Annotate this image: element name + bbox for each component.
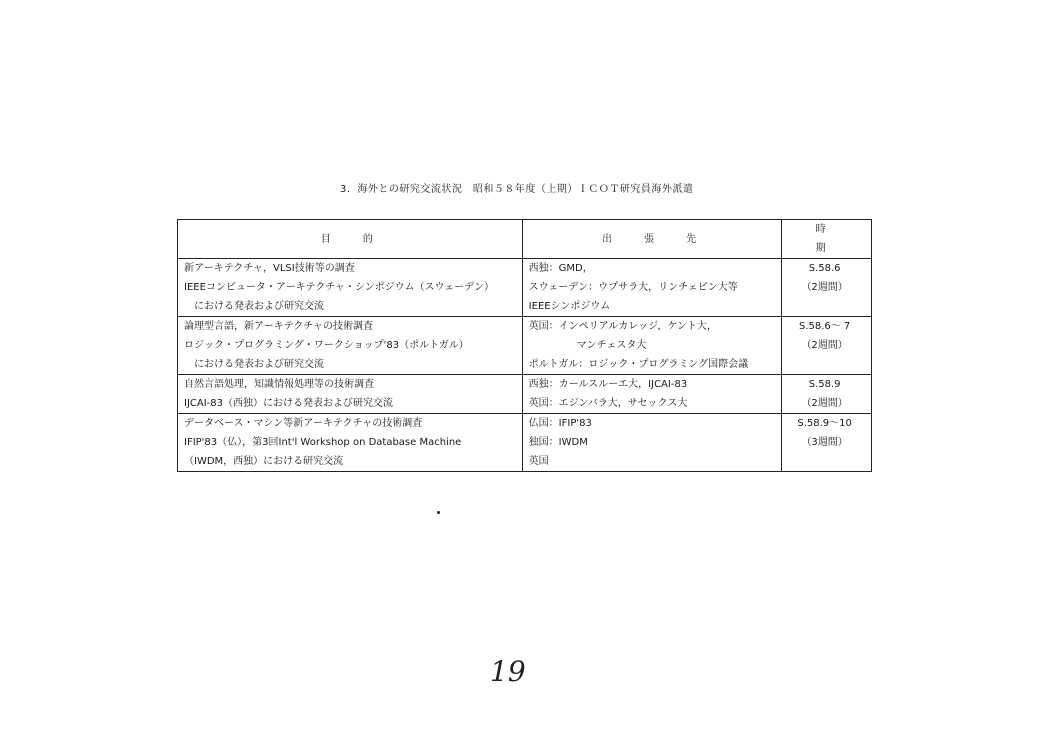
scan-speck [437, 511, 440, 514]
cell-line: スウェーデン：ウプサラ大，リンチェピン大等 [528, 282, 738, 293]
cell-line: S.58.6 [808, 263, 841, 274]
cell-line: 英国 [528, 456, 549, 467]
cell-line: （2週間） [801, 398, 848, 409]
dispatch-table [177, 219, 872, 472]
cell-line: （3週間） [801, 437, 848, 448]
cell-line: ポルトガル：ロジック・プログラミング国際会議 [528, 359, 749, 370]
destination-cell [522, 317, 782, 375]
cell-line: 自然言語処理，知識情報処理等の技術調査 [184, 379, 374, 390]
cell-line: IFIP'83（仏），第3回Int'l Workshop on Database Machine [184, 437, 462, 448]
cell-line: S.58.9～10 [797, 418, 852, 429]
cell-line: ロジック・プログラミング・ワークショップ'83（ポルトガル） [184, 340, 469, 351]
cell-line: 西独：GMD， [528, 263, 593, 274]
cell-line: における発表および研究交流 [194, 301, 324, 312]
table-row [178, 414, 872, 472]
purpose-cell [178, 259, 523, 317]
section-heading: 3．海外との研究交流状況 昭和５８年度（上期）ＩＣＯＴ研究員海外派遣 [340, 184, 694, 195]
cell-line: 英国：インペリアルカレッジ，ケント大， [528, 321, 717, 332]
cell-line: （2週間） [801, 340, 848, 351]
header-purpose: 目的 [178, 220, 523, 259]
cell-line: IJCAI-83（西独）における発表および研究交流 [184, 398, 394, 409]
period-cell [782, 375, 872, 414]
table-row [178, 317, 872, 375]
cell-line: マンチェスタ大 [576, 340, 647, 351]
cell-line: 新アーキテクチャ，VLSI技術等の調査 [184, 263, 355, 274]
cell-line: IEEEコンピュータ・アーキテクチャ・シンポジウム（スウェーデン） [184, 282, 494, 293]
page-number: 19 [490, 655, 526, 688]
cell-line: 仏国：IFIP'83 [528, 418, 592, 429]
cell-line: （2週間） [801, 282, 848, 293]
cell-line: 英国：エジンバラ大，サセックス大 [528, 398, 688, 409]
header-period: 時期 [782, 220, 872, 259]
purpose-cell [178, 375, 523, 414]
table-header-row [178, 220, 872, 259]
cell-line: における発表および研究交流 [194, 359, 324, 370]
cell-line: 独国：IWDM [528, 437, 588, 448]
cell-line: 西独：カールスルーエ大，IJCAI-83 [528, 379, 688, 390]
cell-line: IEEEシンポジウム [528, 301, 611, 312]
cell-line: 論理型言語，新アーキテクチャの技術調査 [184, 321, 373, 332]
cell-line: データベース・マシン等新アーキテクチャの技術調査 [184, 418, 423, 429]
period-cell [782, 414, 872, 472]
table-row [178, 375, 872, 414]
period-cell [782, 259, 872, 317]
destination-cell [522, 259, 782, 317]
cell-line: S.58.9 [808, 379, 841, 390]
purpose-cell [178, 414, 523, 472]
cell-line: S.58.6～ 7 [798, 321, 851, 332]
destination-cell [522, 375, 782, 414]
period-cell [782, 317, 872, 375]
header-destination: 出張先 [522, 220, 782, 259]
destination-cell [522, 414, 782, 472]
cell-line: （IWDM，西独）における研究交流 [184, 456, 344, 467]
purpose-cell [178, 317, 523, 375]
table-row [178, 259, 872, 317]
